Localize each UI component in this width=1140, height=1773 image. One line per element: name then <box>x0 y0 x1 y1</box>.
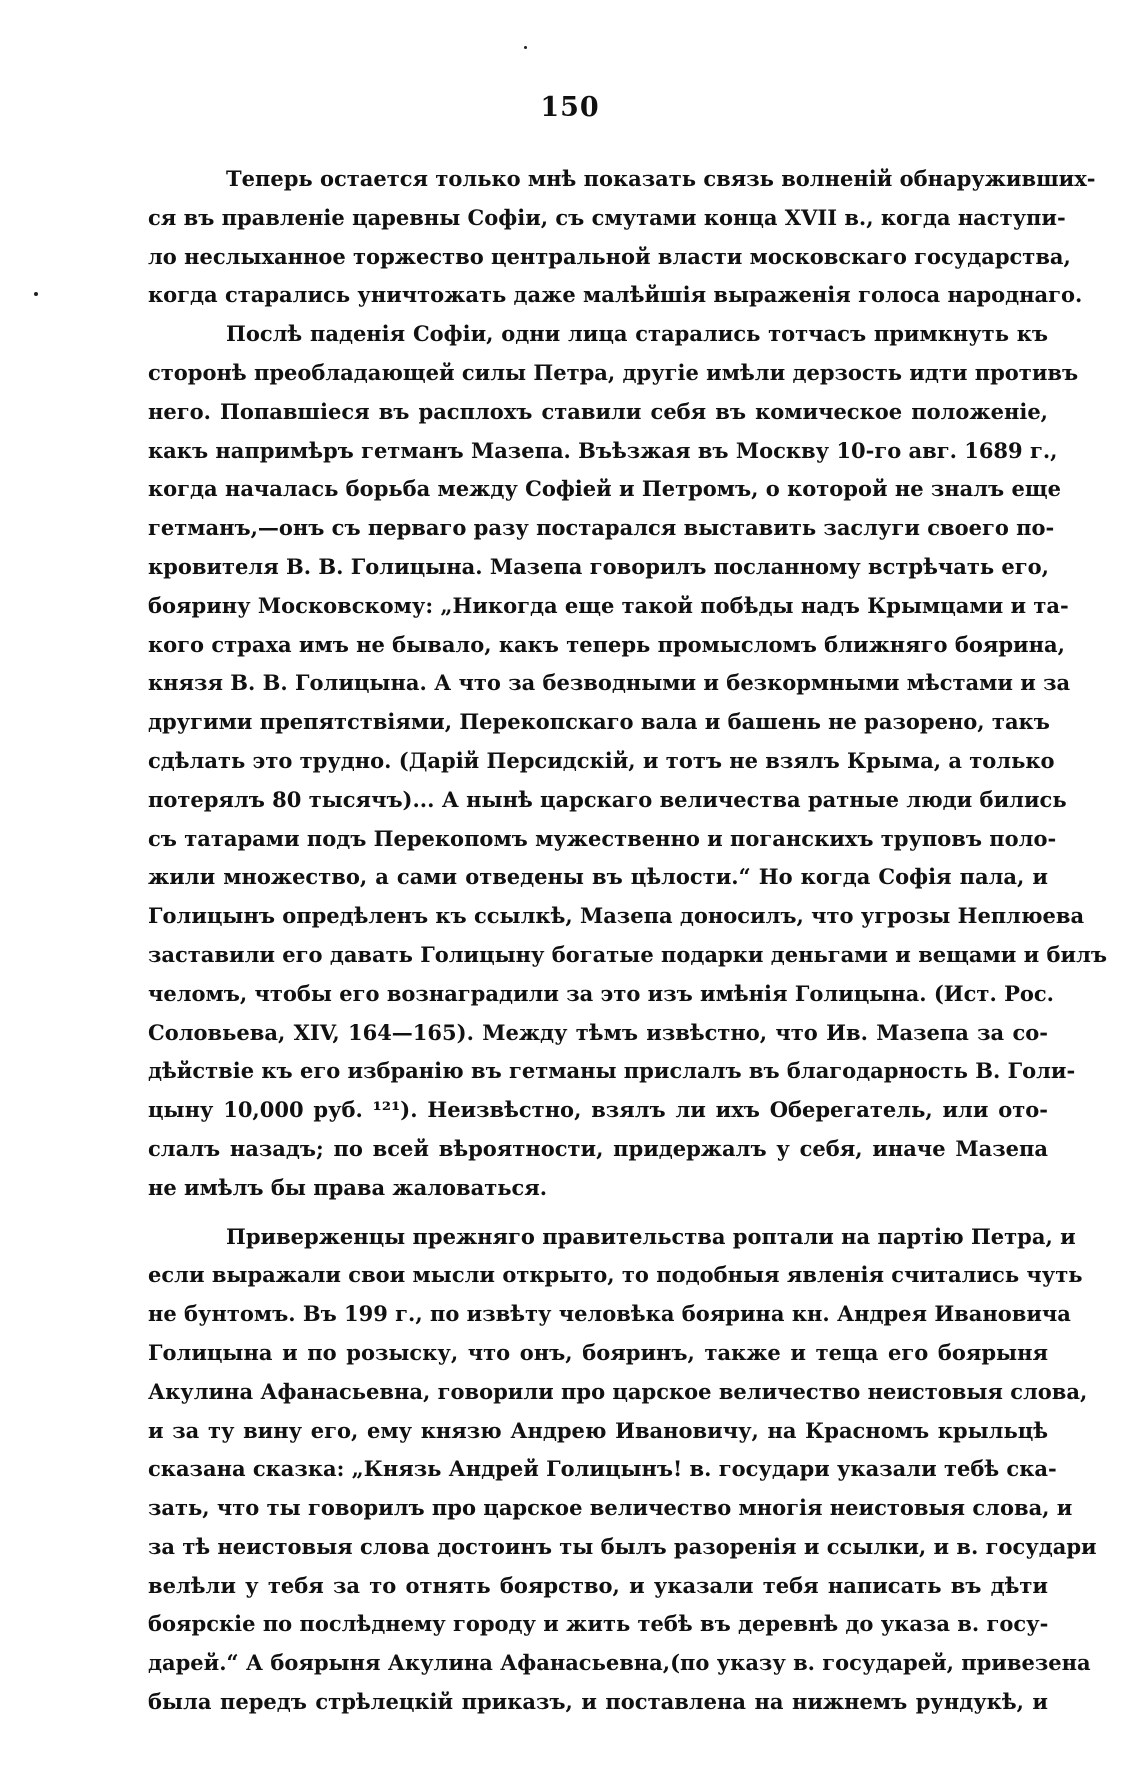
text-line: если выражали свои мысли открыто, то подобныя явленія считались чуть <box>148 1262 1083 1288</box>
text-line: сказана сказка: „Князь Андрей Голицынъ! в. государи указали тебѣ ска- <box>148 1456 1057 1482</box>
text-line: князя В. В. Голицына. А что за безводными и безкормными мѣстами и за <box>148 670 1071 696</box>
text-line: гетманъ,—онъ съ перваго разу постарался выставить заслуги своего по- <box>148 515 1055 541</box>
text-line: была передъ стрѣлецкій приказъ, и поставлена на нижнемъ рундукѣ, и <box>148 1689 1048 1715</box>
text-line: жили множество, а сами отведены въ цѣлости.“ Но когда Софія пала, и <box>148 864 1048 890</box>
text-line: Приверженцы прежняго правительства роптали на партію Петра, и <box>226 1223 1076 1249</box>
text-line: Теперь остается только мнѣ показать связь волненій обнаруживших- <box>226 166 1096 191</box>
text-line: не имѣлъ бы права жаловаться. <box>148 1174 548 1200</box>
text-line: велѣли у тебя за то отнять боярство, и указали тебя написать въ дѣти <box>148 1572 1048 1598</box>
text-line: какъ напримѣръ гетманъ Мазепа. Въѣзжая въ Москву 10-го авг. 1689 г., <box>148 437 1058 463</box>
text-line: Голицына и по розыску, что онъ, бояринъ, также и теща его боярыня <box>148 1339 1048 1365</box>
scan-speck <box>524 46 527 49</box>
text-line: дѣйствіе къ его избранію въ гетманы прислалъ въ благодарность В. Голи- <box>148 1058 1076 1084</box>
text-line: дарей.“ А боярыня Акулина Афанасьевна,(по указу в. государей, привезена <box>148 1650 1091 1676</box>
text-line: боярину Московскому: „Никогда еще такой побѣды надъ Крымцами и та- <box>148 592 1069 618</box>
text-line: Голицынъ опредѣленъ къ ссылкѣ, Мазепа доносилъ, что угрозы Неплюева <box>148 903 1085 929</box>
text-line: когда старались уничтожать даже малѣйшія выраженія голоса народнаго. <box>148 282 1083 308</box>
text-line: ся въ правленіе царевны Софіи, съ смутами конца XVII в., когда наступи- <box>148 204 1066 230</box>
text-line: кого страха имъ не бывало, какъ теперь промысломъ ближняго боярина, <box>148 631 1065 657</box>
text-line: не бунтомъ. Въ 199 г., по извѣту человѣка боярина кн. Андрея Ивановича <box>148 1301 1071 1327</box>
text-line: кровителя В. В. Голицына. Мазепа говорилъ посланному встрѣчать его, <box>148 553 1049 579</box>
text-body <box>148 160 1107 1722</box>
text-line: слалъ назадъ; по всей вѣроятности, придержалъ у себя, иначе Мазепа <box>148 1135 1048 1161</box>
text-line: сторонѣ преобладающей силы Петра, другіе имѣли дерзость идти противъ <box>148 359 1079 385</box>
text-line: за тѣ неистовыя слова достоинъ ты былъ разоренія и ссылки, и в. государи <box>148 1533 1097 1559</box>
page-number: 150 <box>540 92 600 123</box>
text-line: него. Попавшіеся въ расплохъ ставили себя въ комическое положеніе, <box>148 398 1048 424</box>
text-line: челомъ, чтобы его вознаградили за это изъ имѣнія Голицына. (Ист. Рос. <box>148 980 1054 1006</box>
text-line: ло неслыханное торжество центральной власти московскаго государства, <box>148 243 1071 269</box>
text-line: другими препятствіями, Перекопскаго вала и башень не разорено, такъ <box>148 709 1050 735</box>
text-line: Соловьева, XIV, 164—165). Между тѣмъ извѣстно, что Ив. Мазепа за со- <box>148 1019 1048 1045</box>
text-line: съ татарами подъ Перекопомъ мужественно и поганскихъ труповъ поло- <box>148 825 1057 851</box>
text-line: боярскіе по послѣднему городу и жить тебѣ въ деревнѣ до указа в. госу- <box>148 1611 1049 1637</box>
text-line: заставили его давать Голицыну богатые подарки деньгами и вещами и билъ <box>148 941 1107 967</box>
text-line: сдѣлать это трудно. (Дарій Персидскій, и тотъ не взялъ Крыма, а только <box>148 747 1055 773</box>
scan-speck <box>34 292 38 296</box>
text-line: цыну 10,000 руб. ¹²¹). Неизвѣстно, взялъ ли ихъ Оберегатель, или ото- <box>148 1097 1048 1123</box>
text-line: Акулина Афанасьевна, говорили про царское величество неистовыя слова, <box>148 1378 1088 1404</box>
text-line: Послѣ паденія Софіи, одни лица старались тотчасъ примкнуть къ <box>226 321 1048 347</box>
text-line: потерялъ 80 тысячъ)... А нынѣ царскаго величества ратные люди бились <box>148 786 1067 812</box>
text-line: когда началась борьба между Софіей и Петромъ, о которой не зналъ еще <box>148 476 1061 502</box>
text-line: и за ту вину его, ему князю Андрею Ивановичу, на Красномъ крыльцѣ <box>148 1417 1048 1443</box>
text-line: зать, что ты говорилъ про царское величество многія неистовыя слова, и <box>148 1495 1073 1521</box>
